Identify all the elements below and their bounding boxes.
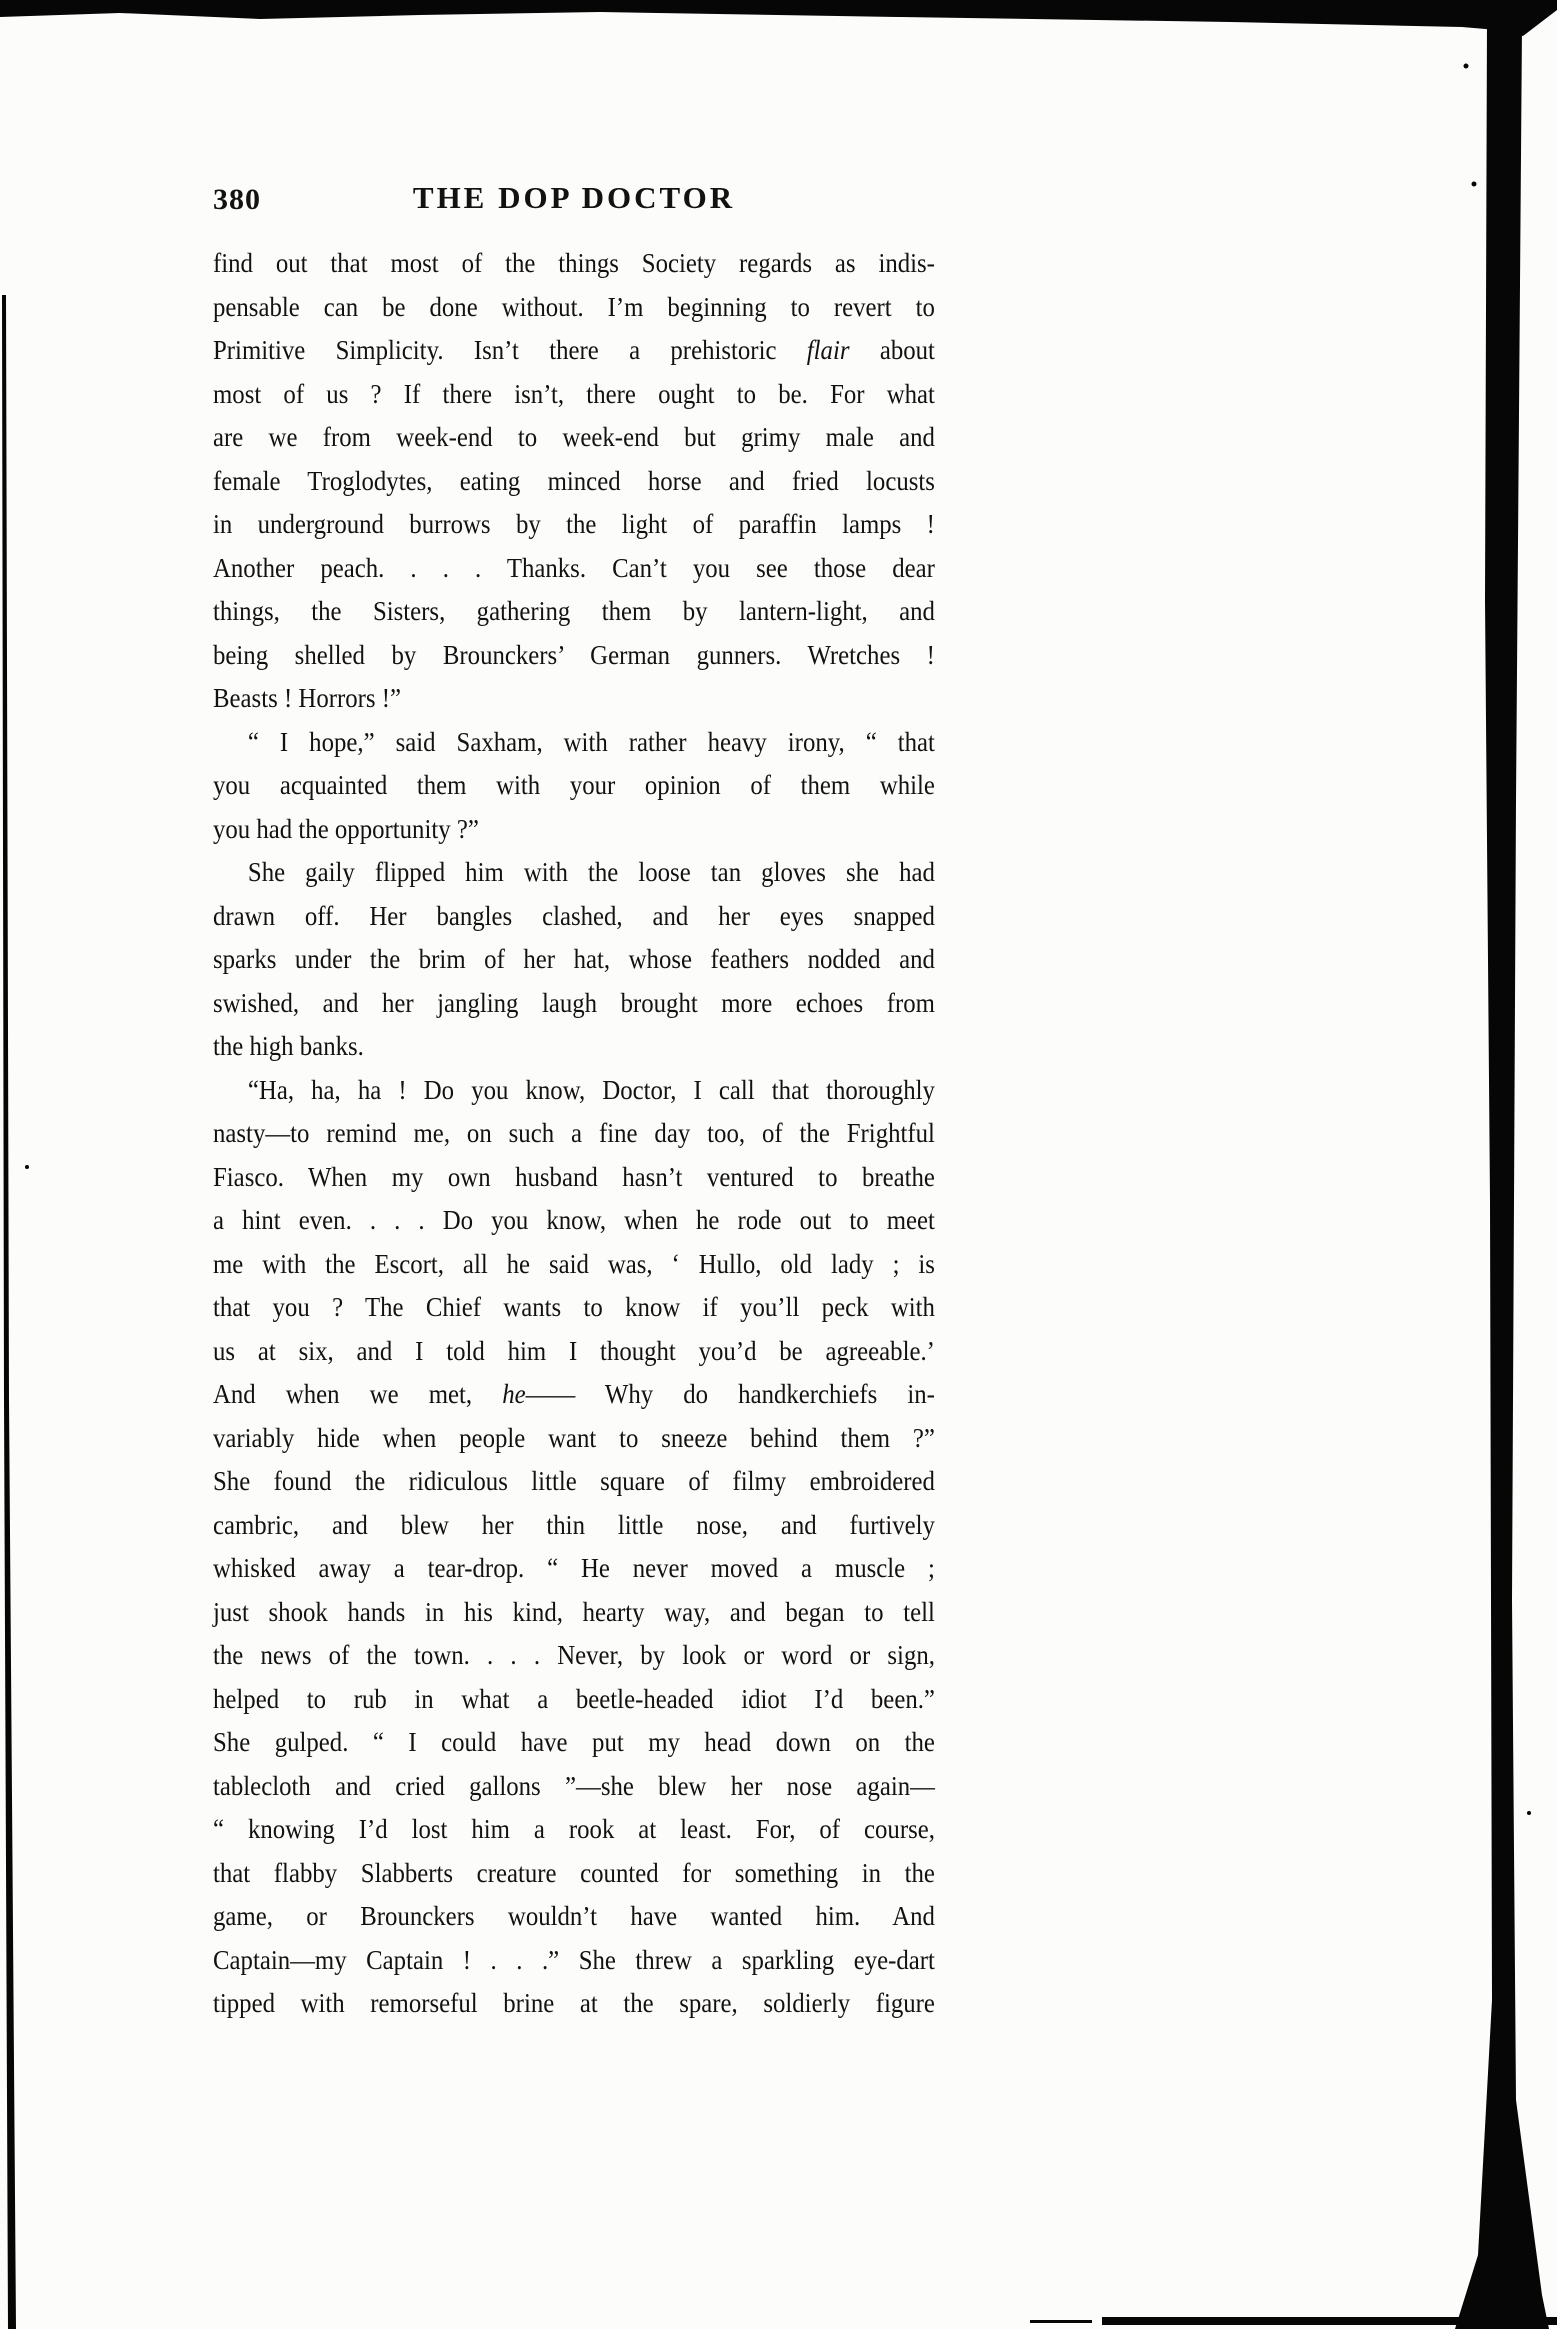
text-line: Primitive Simplicity. Isn’t there a prehistoric flair about [213,335,935,365]
scan-artifact-ink-speck [1464,64,1469,69]
text-line: “ knowing I’d lost him a rook at least. For, of course, [213,1814,935,1844]
text-line: the news of the town. . . . Never, by look or word or sign, [213,1640,935,1670]
text-line: tipped with remorseful brine at the spare, soldierly figure [213,1988,935,2018]
scan-artifact-top-band [0,0,1557,36]
text-line: that you ? The Chief wants to know if you’ll peck with [213,1292,935,1322]
text-line: Another peach. . . . Thanks. Can’t you see those dear [213,552,935,583]
text-line: just shook hands in his kind, hearty way, and began to tell [213,1596,935,1627]
text-line: helped to rub in what a beetle-headed idiot I’d been.” [213,1683,935,1714]
scan-artifact-bottom-edge-line [1030,2317,1557,2325]
text-line: whisked away a tear-drop. “ He never moved a muscle ; [213,1553,935,1583]
text-line: most of us ? If there isn’t, there ought to be. For what [213,378,935,409]
text-line: variably hide when people want to sneeze behind them ?” [213,1422,935,1453]
page-number: 380 [213,183,261,216]
text-line: being shelled by Brounckers’ German gunners. Wretches ! [213,639,935,670]
text-line: you had the opportunity ?” [213,813,479,844]
text-line: She gulped. “ I could have put my head down on the [213,1727,935,1757]
text-line: are we from week-end to week-end but grimy male and [213,422,935,452]
text-line: us at six, and I told him I thought you’d be agreeable.’ [213,1335,935,1366]
text-column [213,242,935,2026]
scan-artifact-ink-speck [25,1165,29,1169]
text-line: nasty—to remind me, on such a fine day too, of the Frightful [213,1118,935,1148]
text-line: you acquainted them with your opinion of them while [213,770,935,800]
text-line: Fiasco. When my own husband hasn’t ventured to breathe [213,1161,935,1192]
text-line: game, or Brounckers wouldn’t have wanted him. And [213,1901,935,1931]
text-line: She gaily flipped him with the loose tan gloves she had [247,857,935,887]
text-line: She found the ridiculous little square of filmy embroidered [213,1466,935,1496]
text-line: pensable can be done without. I’m beginning to revert to [213,291,935,322]
text-line: tablecloth and cried gallons ”—she blew her nose again— [213,1770,935,1801]
running-title: THE DOP DOCTOR [412,180,736,215]
text-line: And when we met, he—— Why do handkerchiefs in- [213,1379,935,1409]
text-line: Captain—my Captain ! . . .” She threw a sparkling eye-dart [213,1944,935,1975]
text-line: “ I hope,” said Saxham, with rather heavy irony, “ that [247,726,935,757]
text-line: sparks under the brim of her hat, whose feathers nodded and [213,944,935,974]
scan-artifact-gutter-shadow [1455,20,1549,2329]
text-line: in underground burrows by the light of paraffin lamps ! [213,509,935,539]
scan-artifact-ink-speck [1472,182,1477,187]
text-line: Beasts ! Horrors !” [213,683,402,713]
text-line: female Troglodytes, eating minced horse and fried locusts [213,465,935,496]
text-line: drawn off. Her bangles clashed, and her eyes snapped [213,900,935,931]
text-line: swished, and her jangling laugh brought more echoes from [213,987,935,1018]
scan-artifact-left-edge-line [2,295,16,2329]
text-line: things, the Sisters, gathering them by lantern-light, and [213,596,935,626]
text-line: cambric, and blew her thin little nose, and furtively [213,1509,935,1540]
scan-artifact-ink-speck [1527,1811,1531,1815]
text-line: find out that most of the things Society regards as indis- [213,248,935,278]
text-line: that flabby Slabberts creature counted for something in the [213,1857,935,1888]
text-line: the high banks. [213,1031,364,1061]
text-line: “Ha, ha, ha ! Do you know, Doctor, I call that thoroughly [247,1074,935,1105]
text-line: a hint even. . . . Do you know, when he rode out to meet [213,1205,935,1235]
text-line: me with the Escort, all he said was, ‘ Hullo, old lady ; is [213,1248,935,1279]
